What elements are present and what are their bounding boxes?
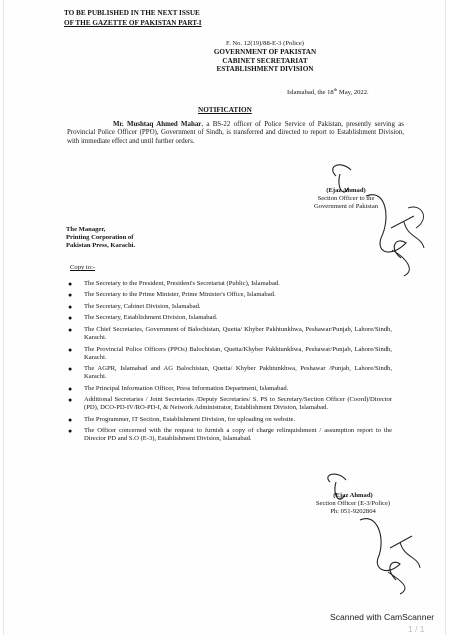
bullet-icon: ●	[68, 345, 73, 354]
bullet-icon: ●	[68, 291, 73, 300]
signatory-designation-2: Section Officer (E-3/Police)	[315, 500, 391, 507]
list-item: ● The Programmer, IT Section, Establishment Division, for uploading on website.	[68, 415, 296, 424]
page-number: 1 / 1	[408, 624, 425, 634]
bullet-icon: ●	[68, 396, 73, 405]
bullet-icon: ●	[68, 384, 73, 393]
notification-body	[67, 121, 404, 146]
signatory-designation-1a: Section Officer to the	[317, 195, 375, 202]
bullet-icon: ●	[68, 415, 73, 424]
bullet-icon: ●	[68, 427, 73, 436]
addressee-line-3: Pakistan Press, Karachi.	[66, 242, 136, 249]
copy-to-label: Copy to:-	[70, 264, 96, 271]
division-heading: ESTABLISHMENT DIVISION	[216, 65, 314, 74]
addressee-line-1: The Manager,	[66, 226, 106, 233]
notification-text: , a BS-22 officer of Police Service of Pakistan, presently serving as Provincial Police Officer (PPO), Government of Sindh, is transferred and directed to report to Establishment Division, with immediate effect and until further orders.	[67, 121, 404, 145]
signatory-name-2: (Ejaz Ahmad)	[333, 492, 373, 499]
signature-block-1	[300, 187, 392, 211]
list-item: ● The Secretary, Establishment Division, Islamabad.	[68, 314, 218, 323]
signature-block-2	[298, 492, 408, 516]
bullet-icon: ●	[68, 314, 73, 323]
gazette-line-1: TO BE PUBLISHED IN THE NEXT ISSUE	[64, 9, 200, 17]
signature-scribble-2	[300, 470, 445, 595]
list-item: ● Additional Secretaries / Joint Secretaries /Deputy Secretaries/ S. PS to Secretary/Section Officer (Coord)/Director (PD), DCO-PD-IV/RO-PD-I, & Network Administrator, Establishment Division, Islamabad.	[68, 396, 392, 412]
list-item: ● The Principal Information Officer, Press Information Department, Islamabad.	[68, 384, 289, 393]
bullet-icon: ●	[68, 302, 73, 311]
government-heading: GOVERNMENT OF PAKISTAN	[213, 48, 317, 56]
signature-scribble-1	[296, 158, 446, 278]
notification-title: NOTIFICATION	[198, 106, 252, 114]
scan-edge-left	[3, 0, 4, 635]
scanner-watermark: Scanned with CamScanner	[330, 612, 435, 622]
file-number: F. No. 12(19)/88-E-3 (Police)	[225, 40, 305, 47]
list-item: ● The Chief Secretaries, Government of Balochistan, Quetta/ Khyber Pakhtunkhwa, Peshawar/Punjab, Lahore/Sindh, Karachi.	[68, 325, 392, 342]
signatory-phone-2: Ph: 051-9202804	[330, 508, 376, 515]
copy-to-list	[62, 280, 392, 447]
signatory-name-1: (Ejaz Ahmad)	[326, 187, 366, 194]
signatory-designation-1b: Government of Pakistan	[313, 203, 379, 210]
office-header	[150, 40, 380, 74]
list-item: ● The Officer concerned with the request to furnish a copy of charge relinquishment / assumption report to the Director PD and S.O (E-3), Establishment Division, Islamabad.	[68, 427, 392, 443]
list-item: ● The Secretary to the Prime Minister, Prime Minister's Office, Islamabad.	[68, 291, 276, 300]
scan-edge-right	[445, 0, 446, 635]
addressee-block	[66, 226, 135, 250]
list-item: ● The Secretary, Cabinet Division, Islamabad.	[68, 302, 201, 311]
bullet-icon: ●	[68, 280, 73, 288]
list-item: ● The Secretary to the President, President's Secretariat (Public), Islamabad.	[68, 280, 280, 288]
addressee-line-2: Printing Corporation of	[66, 234, 134, 241]
gazette-line-2: OF THE GAZETTE OF PAKISTAN PART-I	[64, 19, 202, 27]
secretariat-heading: CABINET SECRETARIAT	[222, 56, 308, 65]
issue-date: Islamabad, the 18th May, 2022.	[287, 87, 369, 97]
officer-name: Mr. Mushtaq Ahmed Mahar	[113, 121, 202, 128]
bullet-icon: ●	[68, 325, 73, 334]
list-item: ● The Provincial Police Officers (PPOs) Balochistan, Quetta/Khyber Pakhtunkhwa, Peshawar/Punjab, Lahore/Sindh, Karachi.	[68, 345, 392, 361]
list-item: ● The AGPR, Islamabad and AG Balochistan, Quetta/ Khyber Pakhtunkhwa, Peshawar /Punjab, Lahore/Sindh, Karachi.	[68, 365, 392, 381]
bullet-icon: ●	[68, 365, 73, 374]
